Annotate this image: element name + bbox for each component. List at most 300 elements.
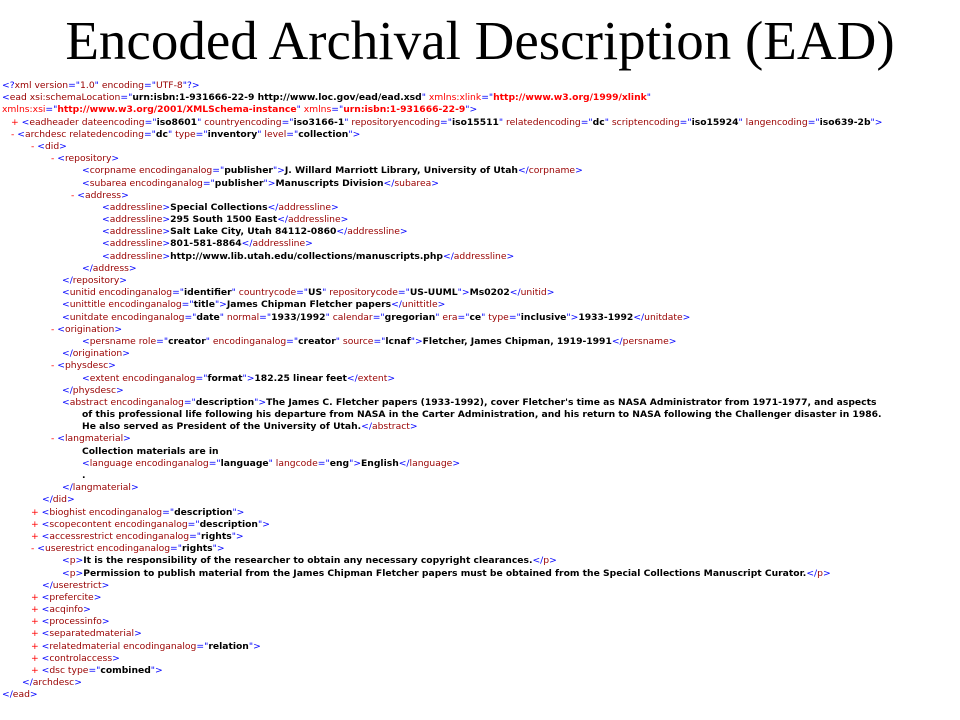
xml-line[interactable] — [0, 519, 960, 531]
xml-line[interactable] — [0, 324, 960, 336]
xml-attr-value: eng — [329, 457, 350, 469]
xml-line[interactable] — [0, 543, 960, 555]
xml-line[interactable] — [0, 628, 960, 640]
xml-tag-name: did — [44, 140, 60, 152]
xml-punct: <? — [2, 80, 15, 91]
xml-punct: "> — [348, 128, 361, 140]
xml-punct: "> — [870, 116, 883, 128]
xml-punct: =" — [331, 104, 344, 116]
xml-tag-name: persname — [622, 335, 669, 347]
xml-attr-value: description — [195, 396, 255, 408]
xml-attr-value: iso15511 — [451, 116, 499, 128]
xml-punct: > — [74, 677, 82, 689]
xml-punct: > — [101, 616, 110, 628]
xml-punct: > — [331, 201, 339, 213]
xml-line[interactable] — [0, 604, 960, 616]
xml-tag-name: langmaterial — [64, 433, 124, 445]
xml-tag-name: addressline — [109, 238, 163, 250]
xml-punct: </ — [2, 689, 13, 701]
xml-line[interactable] — [0, 190, 960, 202]
xml-punct: " — [421, 92, 426, 104]
xml-punct: </ — [62, 384, 73, 396]
xml-punct: > — [162, 238, 171, 250]
xml-line[interactable] — [0, 360, 960, 372]
xml-attr-name: type — [485, 311, 509, 323]
xml-punct: =" — [184, 311, 197, 323]
expand-toggle[interactable]: + — [31, 628, 42, 640]
xml-line — [0, 470, 960, 482]
xml-punct: </ — [42, 579, 53, 591]
xml-line[interactable] — [0, 129, 960, 141]
xml-tag-name: archdesc — [24, 128, 67, 140]
xml-punct: < — [82, 457, 90, 469]
xml-text: It is the responsibility of the researcher to obtain any necessary copyright clearances. — [83, 555, 533, 567]
xml-punct: " — [268, 457, 273, 469]
xml-tag-name: dsc — [49, 665, 65, 676]
xml-tag-name: corpname — [89, 165, 137, 177]
xml-punct: > — [668, 335, 677, 347]
xml-text: of this professional life following his departure from NASA in the Carter Administration, and his return to NASA following the Challenger disaster in 1986. — [82, 409, 882, 421]
xml-tag-name: physdesc — [72, 384, 116, 396]
xml-line — [0, 336, 960, 348]
xml-punct: "> — [263, 177, 276, 189]
xml-attr-name: encodinganalog — [95, 287, 173, 299]
xml-line — [0, 238, 960, 250]
xml-attr-name: encoding — [98, 80, 145, 91]
xml-tag-name: UTF-8 — [155, 80, 183, 91]
xml-attr-value: lcnaf — [385, 335, 411, 347]
xml-line — [0, 373, 960, 385]
xml-text: http://www.lib.utah.edu/collections/manuscripts.php — [170, 250, 443, 262]
xml-attr-name: type — [172, 128, 196, 140]
xml-punct: < — [41, 506, 50, 518]
xml-punct: < — [21, 116, 30, 128]
xml-punct: > — [29, 689, 38, 701]
expand-toggle[interactable]: + — [31, 640, 42, 652]
xml-attr-value: date — [196, 311, 220, 323]
collapse-toggle[interactable]: - — [31, 543, 38, 555]
xml-punct: =" — [679, 116, 692, 128]
xml-punct: < — [57, 153, 65, 165]
xml-tag-name: repository — [72, 275, 120, 286]
xml-punct: < — [57, 433, 65, 445]
expand-toggle[interactable]: + — [31, 591, 42, 603]
xml-attr-value: urn:isbn:1-931666-22-9 http://www.loc.gov/ead/ead.xsd — [132, 92, 422, 104]
xml-punct: "> — [212, 543, 225, 555]
xml-punct: =" — [202, 177, 215, 189]
expand-toggle[interactable]: + — [31, 652, 42, 664]
xml-line — [0, 568, 960, 580]
xml-attr-name: relatedencoding — [66, 128, 144, 140]
xml-punct: =" — [508, 311, 521, 323]
xml-punct: =" — [259, 311, 272, 323]
xml-attr-name: langcode — [272, 457, 318, 469]
xml-punct: =" — [183, 396, 196, 408]
xml-attr-value: relation — [208, 640, 249, 652]
xml-tag-name: addressline — [252, 238, 306, 250]
xml-punct: " — [435, 311, 440, 323]
xml-punct: < — [77, 189, 85, 201]
xml-punct: " — [481, 311, 486, 323]
xml-tag-name: addressline — [347, 226, 400, 238]
xml-line — [0, 299, 960, 311]
xml-attr-name: level — [261, 128, 287, 140]
xml-tag-name: abstract — [371, 421, 410, 433]
xml-line[interactable] — [0, 531, 960, 543]
xml-tag-name: subarea — [89, 177, 127, 189]
xml-punct: < — [41, 591, 50, 603]
xml-tag-name: userestrict — [44, 543, 94, 555]
xml-punct: =" — [807, 116, 820, 128]
xml-punct: < — [41, 640, 50, 652]
xml-punct: "> — [272, 165, 285, 177]
xml-punct: " — [219, 311, 225, 323]
xml-punct: < — [62, 287, 70, 299]
xml-punct: > — [114, 323, 123, 335]
xml-tag-name: origination — [72, 348, 123, 360]
xml-tag-name: language — [409, 457, 453, 469]
xml-attr-value: rights — [181, 543, 213, 555]
xml-punct: " — [604, 116, 609, 128]
xml-tag-name: language — [89, 457, 133, 469]
xml-punct: =" — [286, 335, 299, 347]
xml-punct: " — [231, 287, 236, 299]
expand-toggle[interactable]: + — [31, 518, 42, 530]
xml-attr-value: US-UUML — [409, 287, 458, 299]
xml-punct: "> — [248, 640, 261, 652]
xml-tag-name: langmaterial — [72, 482, 131, 494]
xml-attr-name: role — [135, 335, 157, 347]
collapse-toggle[interactable]: - — [51, 153, 58, 165]
xml-line[interactable] — [0, 592, 960, 604]
xml-tag-name: archdesc — [32, 677, 75, 689]
xml-punct: </ — [361, 421, 372, 433]
xml-line — [0, 580, 960, 592]
xml-punct: " — [167, 128, 173, 140]
xml-punct: > — [130, 482, 139, 494]
expand-toggle[interactable]: + — [31, 616, 42, 628]
xml-ns-value: http://www.w3.org/1999/xlink — [493, 92, 647, 104]
xml-tag-name: relatedmaterial — [49, 640, 121, 652]
expand-toggle[interactable]: + — [31, 530, 42, 542]
xml-punct: "> — [257, 518, 270, 530]
collapse-toggle[interactable]: - — [51, 323, 58, 335]
xml-attr-name: calendar — [329, 311, 373, 323]
xml-punct: "> — [566, 311, 579, 323]
xml-punct: > — [437, 299, 446, 311]
expand-toggle[interactable]: + — [11, 116, 22, 128]
xml-line — [0, 226, 960, 238]
xml-punct: "> — [457, 287, 470, 299]
xml-tag-name: unitid — [520, 287, 547, 299]
xml-line — [0, 397, 960, 409]
xml-tag-name: addressline — [287, 214, 341, 226]
xml-punct: " — [646, 92, 651, 104]
xml-tag-name: bioghist — [49, 506, 86, 518]
xml-punct: > — [549, 555, 557, 567]
xml-punct: "> — [150, 665, 163, 676]
xml-tag-name: accessrestrict — [49, 530, 113, 542]
xml-attr-name: encodinganalog — [209, 335, 287, 347]
xml-punct: < — [41, 652, 50, 664]
xml-line — [0, 165, 960, 177]
xml-punct: > — [75, 555, 84, 567]
xml-punct: </ — [517, 165, 529, 177]
xml-tag-name: unitdate — [69, 311, 109, 323]
xml-attr-name: era — [439, 311, 458, 323]
xml-line[interactable] — [0, 665, 960, 677]
xml-attr-name: xsi:schemaLocation — [26, 92, 121, 104]
xml-punct: < — [82, 177, 90, 189]
xml-punct: =" — [187, 518, 200, 530]
xml-punct: > — [682, 311, 691, 323]
xml-punct: " — [205, 335, 210, 347]
xml-tag-name: extent — [357, 372, 388, 384]
xml-tag-name: p — [69, 555, 76, 567]
xml-punct: </ — [82, 262, 93, 274]
xml-text: He also served as President of the University of Utah. — [82, 421, 362, 433]
xml-punct: </ — [532, 555, 544, 567]
xml-line — [0, 689, 960, 701]
collapse-toggle[interactable]: - — [31, 140, 38, 152]
xml-tag-name: processinfo — [49, 616, 102, 628]
xml-punct: =" — [144, 116, 157, 128]
xml-attr-name: encodinganalog — [112, 530, 190, 542]
xml-attr-value: 1933/1992 — [271, 311, 326, 323]
xml-punct: < — [102, 250, 110, 262]
xml-punct: =" — [440, 116, 452, 128]
xml-line[interactable] — [0, 653, 960, 665]
xml-attr-value: creator — [298, 335, 336, 347]
xml-line[interactable] — [0, 507, 960, 519]
xml-punct: </ — [611, 335, 623, 347]
xml-punct: > — [452, 457, 461, 469]
xml-punct: "> — [214, 299, 227, 311]
xml-punct: > — [409, 421, 418, 433]
xml-tag-name: repository — [64, 153, 112, 165]
xml-tag-name: did — [52, 494, 68, 506]
xml-punct: =" — [162, 506, 175, 518]
xml-punct: =" — [120, 92, 133, 104]
xml-attr-value: iso3166-1 — [293, 116, 345, 128]
xml-punct: > — [83, 604, 91, 616]
xml-line[interactable] — [0, 641, 960, 653]
xml-text: 182.25 linear feet — [254, 372, 347, 384]
xml-punct: > — [162, 226, 171, 238]
xml-punct: "> — [465, 104, 478, 116]
xml-ns-value: urn:isbn:1-931666-22-9 — [343, 104, 466, 116]
xml-punct: < — [37, 140, 45, 152]
xml-punct: </ — [633, 311, 645, 323]
xml-attr-name: encodinganalog — [132, 457, 209, 469]
xml-tag-name: abstract — [69, 396, 108, 408]
xml-punct: </ — [336, 226, 348, 238]
xml-punct: </ — [22, 677, 33, 689]
xml-attr-value: gregorian — [384, 311, 436, 323]
xml-punct: </ — [398, 457, 410, 469]
xml-punct: =" — [189, 530, 202, 542]
xml-line — [0, 494, 960, 506]
xml-punct: < — [82, 372, 90, 384]
collapse-toggle[interactable]: - — [11, 128, 18, 140]
xml-attr-name: scriptencoding — [608, 116, 680, 128]
xml-attr-value: US — [308, 287, 323, 299]
xml-punct: > — [305, 238, 313, 250]
xml-line — [0, 555, 960, 567]
xml-attr-value: iso639-2b — [819, 116, 871, 128]
xml-tag-name: addressline — [109, 250, 163, 262]
xml-tag-name: unittitle — [69, 299, 106, 311]
xml-punct: </ — [277, 214, 288, 226]
xml-tag-name: addressline — [109, 226, 163, 238]
xml-punct: " — [335, 335, 340, 347]
xml-punct: " — [738, 116, 743, 128]
xml-punct: "> — [349, 457, 362, 469]
xml-attr-value: rights — [201, 530, 232, 542]
xml-line[interactable] — [0, 616, 960, 628]
xml-line[interactable] — [0, 153, 960, 165]
xml-line — [0, 482, 960, 494]
xml-line — [0, 385, 960, 397]
xml-text: James Chipman Fletcher papers — [226, 299, 392, 311]
xml-attr-name: encodinganalog — [108, 311, 185, 323]
xml-tag-name: userestrict — [52, 579, 102, 591]
xml-punct: =" — [372, 311, 385, 323]
xml-text: Collection materials are in — [82, 445, 219, 457]
xml-tag-name: p — [69, 567, 76, 579]
xml-punct: </ — [62, 275, 73, 286]
xml-attr-name: encodinganalog — [105, 299, 182, 311]
xml-punct: =" — [397, 287, 410, 299]
xml-attr-value: language — [220, 457, 269, 469]
xml-punct: > — [128, 262, 137, 274]
xml-tag-name: ead — [12, 689, 30, 701]
xml-punct: </ — [391, 299, 402, 311]
xml-punct: =" — [45, 104, 58, 116]
xml-punct: > — [340, 214, 349, 226]
xml-tag-name: physdesc — [64, 360, 109, 372]
xml-attr-name: relatedencoding — [503, 116, 581, 128]
xml-punct: =" — [580, 116, 593, 128]
xml-attr-name: version — [31, 80, 69, 91]
xml-attr-name: encodinganalog — [136, 165, 213, 177]
xml-line — [0, 409, 960, 421]
xml-punct: < — [37, 543, 45, 555]
xml-tag-name: unitid — [69, 287, 96, 299]
xml-attr-value: description — [174, 506, 233, 518]
xml-attr-name: repositoryencoding — [348, 116, 441, 128]
xml-text: 801-581-8864 — [170, 238, 242, 250]
xml-punct: < — [41, 665, 50, 676]
xml-tag-name: ead — [9, 92, 27, 104]
xml-attr-name: encodinganalog — [107, 396, 184, 408]
xml-punct: < — [82, 165, 90, 177]
expand-toggle[interactable]: + — [31, 604, 42, 616]
collapse-toggle[interactable]: - — [71, 189, 78, 201]
xml-line — [0, 677, 960, 689]
xml-tag-name: p — [543, 555, 550, 567]
xml-punct: </ — [443, 250, 454, 262]
xml-punct: < — [41, 604, 50, 616]
xml-tag-name: scopecontent — [49, 518, 112, 530]
xml-attr-value: iso8601 — [156, 116, 198, 128]
xml-punct: < — [62, 396, 70, 408]
xml-attr-value: inclusive — [520, 311, 567, 323]
xml-punct: " — [498, 116, 504, 128]
xml-attr-value: identifier — [184, 287, 232, 299]
xml-tag-name: separatedmaterial — [49, 628, 135, 640]
collapse-toggle[interactable]: - — [51, 360, 58, 372]
xml-punct: </ — [62, 482, 73, 494]
xml-punct: =" — [195, 128, 208, 140]
xml-tag-name: unitdate — [644, 311, 683, 323]
xml-attr-value: inventory — [207, 128, 258, 140]
xml-line — [0, 214, 960, 226]
collapse-toggle[interactable]: - — [51, 433, 58, 445]
xml-ns-attr: xmlns:xsi — [2, 104, 46, 116]
xml-attr-name: encodinganalog — [111, 518, 188, 530]
xml-tag-name: origination — [64, 323, 115, 335]
xml-tag-name: prefercite — [49, 591, 94, 603]
xml-punct: </ — [267, 201, 279, 213]
xml-punct: " — [344, 116, 349, 128]
xml-punct: > — [111, 153, 120, 165]
xml-line[interactable] — [0, 117, 960, 129]
xml-attr-name: dateencoding — [78, 116, 145, 128]
xml-punct: > — [399, 226, 408, 238]
xml-punct: "> — [242, 372, 255, 384]
xml-punct: < — [102, 201, 110, 213]
xml-punct: > — [123, 433, 131, 445]
xml-line — [0, 80, 960, 92]
xml-punct: > — [122, 348, 130, 360]
xml-punct: > — [387, 372, 396, 384]
xml-text: Salt Lake City, Utah 84112-0860 — [170, 226, 337, 238]
xml-line — [0, 251, 960, 263]
xml-punct: "> — [232, 506, 245, 518]
xml-tag-name: subarea — [394, 177, 432, 189]
xml-punct: " — [197, 116, 202, 128]
xml-tag-name: addressline — [453, 250, 507, 262]
xml-punct: > — [67, 494, 75, 506]
xml-tag-name: acqinfo — [49, 604, 84, 616]
xml-punct: =" — [457, 311, 470, 323]
expand-toggle[interactable]: + — [31, 665, 42, 676]
xml-ns-attr: xmlns:xlink — [425, 92, 482, 104]
xml-attr-value: dc — [155, 128, 168, 140]
xml-punct: " — [94, 80, 99, 91]
xml-line — [0, 178, 960, 190]
xml-attr-value: dc — [592, 116, 605, 128]
xml-tag-name: addressline — [109, 214, 163, 226]
xml-tree-view — [0, 80, 960, 702]
xml-line[interactable] — [0, 141, 960, 153]
xml-tag-name: extent — [89, 372, 120, 384]
xml-punct: =" — [172, 287, 185, 299]
xml-line — [0, 421, 960, 433]
xml-punct: > — [93, 591, 102, 603]
xml-tag-name: address — [84, 189, 122, 201]
xml-punct: =" — [373, 335, 386, 347]
xml-attr-name: encodinganalog — [126, 177, 203, 189]
expand-toggle[interactable]: + — [31, 506, 42, 518]
xml-attr-value: iso15924 — [691, 116, 739, 128]
xml-line — [0, 92, 960, 104]
xml-punct: < — [62, 567, 70, 579]
xml-line[interactable] — [0, 433, 960, 445]
xml-tag-name: p — [817, 567, 823, 579]
xml-line — [0, 263, 960, 275]
